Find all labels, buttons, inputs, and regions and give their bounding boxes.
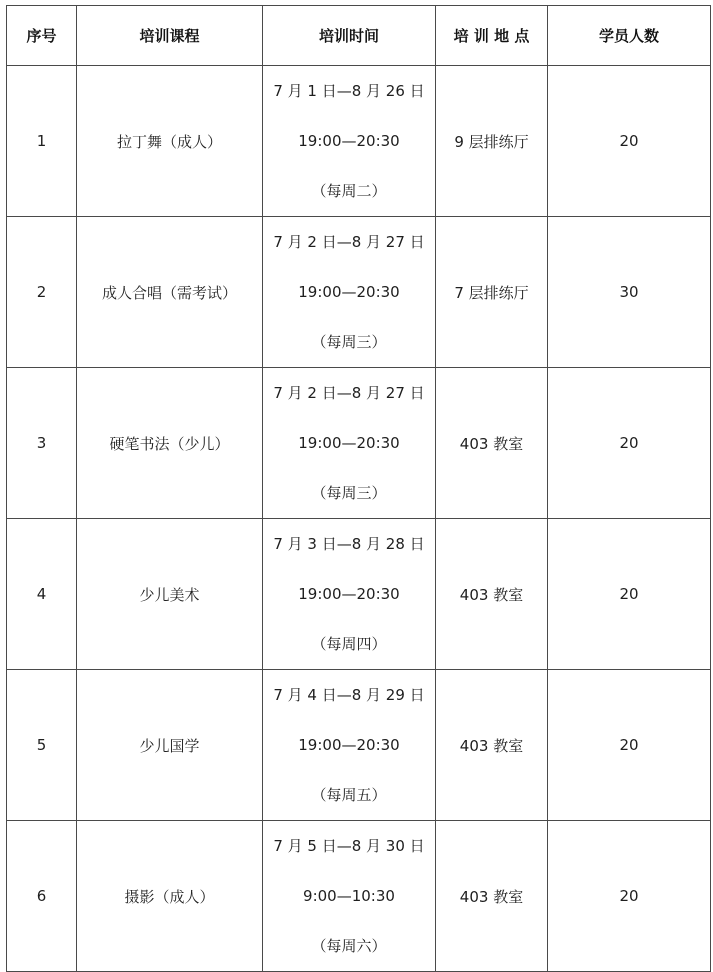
cell-time xyxy=(263,217,436,368)
cell-count: 20 xyxy=(548,821,711,972)
training-schedule-table xyxy=(6,5,711,972)
cell-count: 20 xyxy=(548,66,711,217)
header-count: 学员人数 xyxy=(548,6,711,66)
cell-count: 20 xyxy=(548,670,711,821)
cell-count: 30 xyxy=(548,217,711,368)
time-hours: 19:00—20:30 xyxy=(298,434,400,452)
time-dates: 7 月 1 日—8 月 26 日 xyxy=(273,82,425,100)
cell-no: 2 xyxy=(7,217,77,368)
cell-course: 拉丁舞（成人） xyxy=(77,66,263,217)
time-hours: 9:00—10:30 xyxy=(303,887,395,905)
header-course: 培训课程 xyxy=(77,6,263,66)
cell-place: 7 层排练厅 xyxy=(436,217,548,368)
cell-place: 403 教室 xyxy=(436,670,548,821)
cell-course: 少儿国学 xyxy=(77,670,263,821)
table-row xyxy=(7,368,711,519)
training-schedule-sheet xyxy=(6,5,711,972)
time-weekday: （每周六） xyxy=(311,937,387,955)
cell-place: 403 教室 xyxy=(436,519,548,670)
table-row xyxy=(7,66,711,217)
cell-count: 20 xyxy=(548,368,711,519)
header-place: 培 训 地 点 xyxy=(436,6,548,66)
time-weekday: （每周二） xyxy=(311,182,387,200)
cell-course: 少儿美术 xyxy=(77,519,263,670)
time-hours: 19:00—20:30 xyxy=(298,283,400,301)
cell-time xyxy=(263,821,436,972)
cell-time xyxy=(263,519,436,670)
time-hours: 19:00—20:30 xyxy=(298,132,400,150)
cell-time xyxy=(263,368,436,519)
cell-place: 9 层排练厅 xyxy=(436,66,548,217)
cell-course: 成人合唱（需考试） xyxy=(77,217,263,368)
cell-place: 403 教室 xyxy=(436,821,548,972)
table-row xyxy=(7,217,711,368)
cell-time xyxy=(263,66,436,217)
cell-no: 3 xyxy=(7,368,77,519)
cell-no: 1 xyxy=(7,66,77,217)
time-weekday: （每周五） xyxy=(311,786,387,804)
time-dates: 7 月 2 日—8 月 27 日 xyxy=(273,233,425,251)
cell-no: 6 xyxy=(7,821,77,972)
time-hours: 19:00—20:30 xyxy=(298,736,400,754)
cell-count: 20 xyxy=(548,519,711,670)
time-weekday: （每周三） xyxy=(311,333,387,351)
time-hours: 19:00—20:30 xyxy=(298,585,400,603)
time-dates: 7 月 3 日—8 月 28 日 xyxy=(273,535,425,553)
cell-course: 硬笔书法（少儿） xyxy=(77,368,263,519)
cell-place: 403 教室 xyxy=(436,368,548,519)
table-row xyxy=(7,821,711,972)
time-dates: 7 月 4 日—8 月 29 日 xyxy=(273,686,425,704)
time-dates: 7 月 2 日—8 月 27 日 xyxy=(273,384,425,402)
time-dates: 7 月 5 日—8 月 30 日 xyxy=(273,837,425,855)
header-row xyxy=(7,6,711,66)
table-row xyxy=(7,670,711,821)
header-no: 序号 xyxy=(7,6,77,66)
cell-no: 4 xyxy=(7,519,77,670)
cell-no: 5 xyxy=(7,670,77,821)
table-row xyxy=(7,519,711,670)
time-weekday: （每周三） xyxy=(311,484,387,502)
header-time: 培训时间 xyxy=(263,6,436,66)
cell-time xyxy=(263,670,436,821)
cell-course: 摄影（成人） xyxy=(77,821,263,972)
time-weekday: （每周四） xyxy=(311,635,387,653)
